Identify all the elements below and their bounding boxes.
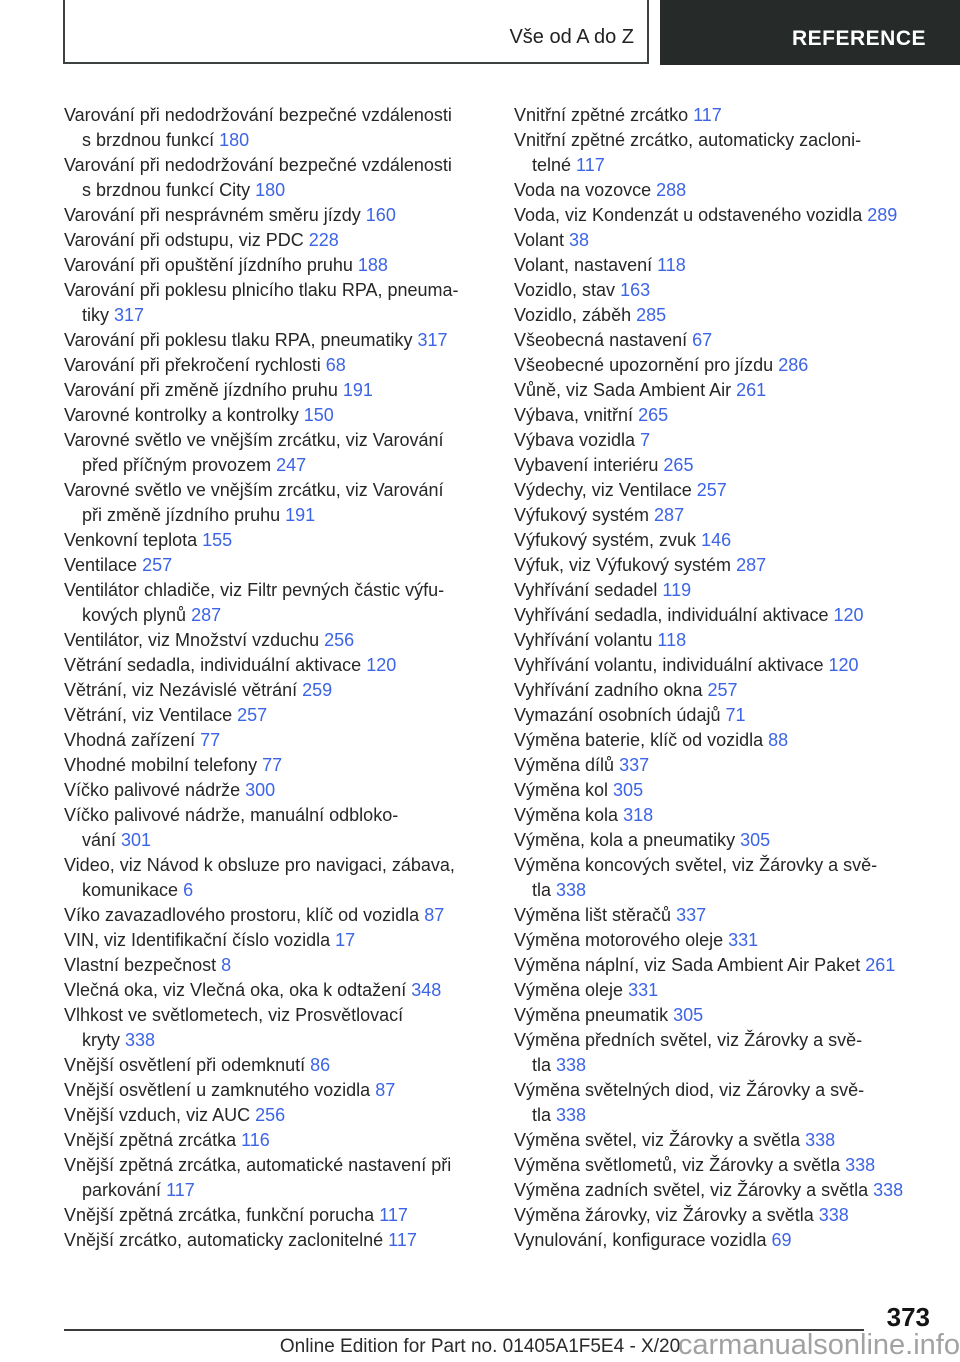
page-ref-link[interactable]: 38 xyxy=(569,230,590,250)
index-entry xyxy=(514,128,938,178)
index-entry-line: Výměna motorového oleje 331 xyxy=(514,930,759,950)
page-ref-link[interactable]: 305 xyxy=(740,830,771,850)
index-entry xyxy=(514,703,938,728)
index-entry-line: Výdechy, viz Ventilace 257 xyxy=(514,480,727,500)
index-entry-line: Výměna pneumatik 305 xyxy=(514,1005,704,1025)
page-ref-link[interactable]: 117 xyxy=(166,1180,195,1200)
index-entry xyxy=(514,1003,938,1028)
index-entry-line: kryty 338 xyxy=(82,1030,156,1050)
index-entry xyxy=(514,828,938,853)
index-entry-line: Větrání, viz Ventilace 257 xyxy=(64,705,268,725)
page-ref-link[interactable]: 117 xyxy=(388,1230,417,1250)
index-entry-line: Výměna kola 318 xyxy=(514,805,654,825)
index-entry xyxy=(64,353,488,378)
page-ref-link[interactable]: 67 xyxy=(692,330,713,350)
page-ref-link[interactable]: 77 xyxy=(262,755,283,775)
index-entry xyxy=(514,528,938,553)
page-ref-link[interactable]: 87 xyxy=(424,905,445,925)
page-ref-link[interactable]: 118 xyxy=(657,630,687,650)
page-ref-link[interactable]: 117 xyxy=(379,1205,408,1225)
index-entry xyxy=(514,1028,938,1078)
index-entry-line: Video, viz Návod k obsluze pro navigaci, zábava, xyxy=(64,855,455,875)
index-entry xyxy=(514,603,938,628)
page-ref-link[interactable]: 338 xyxy=(818,1205,849,1225)
page-ref-link[interactable]: 259 xyxy=(302,680,333,700)
index-entry xyxy=(64,1003,488,1053)
index-entry xyxy=(64,478,488,528)
page-ref-link[interactable]: 117 xyxy=(576,155,605,175)
index-entry xyxy=(64,553,488,578)
index-entry xyxy=(64,403,488,428)
index-entry-line: tla 338 xyxy=(532,1055,587,1075)
page-ref-link[interactable]: 155 xyxy=(202,530,233,550)
page-ref-link[interactable]: 301 xyxy=(121,830,152,850)
index-entry-line: Vnější zpětná zrcátka, automatické nastavení při xyxy=(64,1155,452,1175)
index-entry xyxy=(64,928,488,953)
index-entry-line: Varovné světlo ve vnějším zrcátku, viz Varování xyxy=(64,430,444,450)
index-entry-line: Výměna předních světel, viz Žárovky a svě- xyxy=(514,1030,863,1050)
index-entry-line: Varovné světlo ve vnějším zrcátku, viz Varování xyxy=(64,480,444,500)
index-entry-line: Větrání sedadla, individuální aktivace 120 xyxy=(64,655,397,675)
page-ref-link[interactable]: 257 xyxy=(237,705,268,725)
index-column-right xyxy=(514,103,938,1253)
index-entry-line: Venkovní teplota 155 xyxy=(64,530,233,550)
index-entry xyxy=(64,703,488,728)
index-entry xyxy=(514,628,938,653)
index-entry-line: s brzdnou funkcí City 180 xyxy=(82,180,286,200)
index-entry-line: vání 301 xyxy=(82,830,152,850)
page-ref-link[interactable]: 348 xyxy=(411,980,442,1000)
index-entry xyxy=(514,103,938,128)
index-entry xyxy=(64,253,488,278)
page-ref-link[interactable]: 285 xyxy=(636,305,667,325)
watermark: carmanualsonline.info xyxy=(677,1329,960,1361)
index-entry-line: Vlhkost ve světlometech, viz Prosvětlovací xyxy=(64,1005,404,1025)
index-entry xyxy=(64,103,488,153)
page-ref-link[interactable]: 120 xyxy=(828,655,859,675)
page-ref-link[interactable]: 261 xyxy=(736,380,767,400)
index-entry-line: Volant, nastavení 118 xyxy=(514,255,686,275)
index-entry xyxy=(64,953,488,978)
page-ref-link[interactable]: 305 xyxy=(673,1005,704,1025)
index-entry-line: Výbava, vnitřní 265 xyxy=(514,405,669,425)
index-entry xyxy=(64,903,488,928)
page-ref-link[interactable]: 265 xyxy=(638,405,669,425)
index-entry xyxy=(64,228,488,253)
index-entry-line: Vyhřívání volantu 118 xyxy=(514,630,687,650)
index-entry-line: Výměna kol 305 xyxy=(514,780,644,800)
index-entry-line: Výměna koncových světel, viz Žárovky a svě- xyxy=(514,855,878,875)
index-entry-line: Varování při změně jízdního pruhu 191 xyxy=(64,380,373,400)
index-entry xyxy=(64,1103,488,1128)
page-ref-link[interactable]: 163 xyxy=(620,280,651,300)
page-ref-link[interactable]: 338 xyxy=(845,1155,876,1175)
header-section-box xyxy=(660,0,960,65)
index-entry-line: Varování při poklesu plnicího tlaku RPA, pneuma- xyxy=(64,280,459,300)
index-entry-line: Volant 38 xyxy=(514,230,590,250)
index-entry-line: před příčným provozem 247 xyxy=(82,455,307,475)
index-entry xyxy=(64,678,488,703)
page-ref-link[interactable]: 191 xyxy=(342,380,373,400)
index-entry xyxy=(514,653,938,678)
page-ref-link[interactable]: 69 xyxy=(771,1230,792,1250)
index-entry-line: Všeobecné upozornění pro jízdu 286 xyxy=(514,355,809,375)
index-entry xyxy=(514,1178,938,1203)
index-entry xyxy=(64,578,488,628)
index-entry xyxy=(514,303,938,328)
page-ref-link[interactable]: 338 xyxy=(125,1030,156,1050)
index-entry-line: Všeobecná nastavení 67 xyxy=(514,330,713,350)
index-entry-line: Výměna žárovky, viz Žárovky a světla 338 xyxy=(514,1205,849,1225)
page-ref-link[interactable]: 331 xyxy=(628,980,659,1000)
section-title: REFERENCE xyxy=(791,27,926,50)
index-entry-line: Výměna světel, viz Žárovky a světla 338 xyxy=(514,1130,836,1150)
index-entry-line: Vyhřívání volantu, individuální aktivace 120 xyxy=(514,655,859,675)
page-ref-link[interactable]: 17 xyxy=(335,930,356,950)
page-ref-link[interactable]: 256 xyxy=(255,1105,286,1125)
page-ref-link[interactable]: 338 xyxy=(556,1055,587,1075)
page-ref-link[interactable]: 180 xyxy=(219,130,250,150)
index-entry xyxy=(514,903,938,928)
index-entry xyxy=(514,753,938,778)
index-entry-line: při změně jízdního pruhu 191 xyxy=(82,505,316,525)
index-entry-line: Varování při nesprávném směru jízdy 160 xyxy=(64,205,396,225)
page-ref-link[interactable]: 287 xyxy=(191,605,222,625)
page-ref-link[interactable]: 146 xyxy=(701,530,732,550)
index-entry-line: Vyhřívání zadního okna 257 xyxy=(514,680,738,700)
page-ref-link[interactable]: 287 xyxy=(654,505,685,525)
index-entry-line: Výfukový systém, zvuk 146 xyxy=(514,530,732,550)
index-entry-line: Ventilátor, viz Množství vzduchu 256 xyxy=(64,630,355,650)
breadcrumb: Vše od A do Z xyxy=(509,26,634,48)
index-entry xyxy=(514,378,938,403)
index-entry-line: Vhodné mobilní telefony 77 xyxy=(64,755,283,775)
index-entry-line: Vybavení interiéru 265 xyxy=(514,455,694,475)
index-entry xyxy=(514,428,938,453)
page-ref-link[interactable]: 338 xyxy=(556,880,587,900)
page-ref-link[interactable]: 338 xyxy=(873,1180,904,1200)
index-entry-line: Varování při opuštění jízdního pruhu 188 xyxy=(64,255,388,275)
page-ref-link[interactable]: 7 xyxy=(640,430,651,450)
index-entry xyxy=(64,1053,488,1078)
page-ref-link[interactable]: 286 xyxy=(778,355,809,375)
index-entry xyxy=(514,403,938,428)
index-entry-line: Víčko palivové nádrže, manuální odbloko- xyxy=(64,805,399,825)
index-column-left xyxy=(64,103,488,1253)
page-ref-link[interactable]: 318 xyxy=(623,805,654,825)
page-ref-link[interactable]: 287 xyxy=(736,555,767,575)
page-ref-link[interactable]: 71 xyxy=(725,705,746,725)
index-entry xyxy=(514,928,938,953)
header-breadcrumb-box xyxy=(63,0,649,64)
index-entry-line: Víčko palivové nádrže 300 xyxy=(64,780,276,800)
index-entry-line: Výměna oleje 331 xyxy=(514,980,659,1000)
page-ref-link[interactable]: 338 xyxy=(556,1105,587,1125)
index-entry-line: Varování při překročení rychlosti 68 xyxy=(64,355,346,375)
page-ref-link[interactable]: 120 xyxy=(366,655,397,675)
index-entry-line: tla 338 xyxy=(532,1105,587,1125)
page-ref-link[interactable]: 289 xyxy=(867,205,898,225)
index-entry-line: parkování 117 xyxy=(82,1180,195,1200)
index-entry-line: Výměna světelných diod, viz Žárovky a svě- xyxy=(514,1080,865,1100)
index-entry xyxy=(514,803,938,828)
index-entry-line: Voda na vozovce 288 xyxy=(514,180,687,200)
page-ref-link[interactable]: 305 xyxy=(613,780,644,800)
index-entry xyxy=(514,953,938,978)
index-entry xyxy=(64,278,488,328)
index-entry xyxy=(514,478,938,503)
index-entry-line: komunikace 6 xyxy=(82,880,194,900)
page-ref-link[interactable]: 119 xyxy=(662,580,692,600)
page-ref-link[interactable]: 257 xyxy=(142,555,173,575)
index-entry xyxy=(514,853,938,903)
page-ref-link[interactable]: 117 xyxy=(693,105,722,125)
index-entry-line: s brzdnou funkcí 180 xyxy=(82,130,250,150)
index-entry-line: Ventilátor chladiče, viz Filtr pevných částic výfu- xyxy=(64,580,445,600)
index-entry xyxy=(514,203,938,228)
index-entry-line: Výměna náplní, viz Sada Ambient Air Paket 261 xyxy=(514,955,896,975)
page-ref-link[interactable]: 337 xyxy=(676,905,707,925)
page-ref-link[interactable]: 288 xyxy=(656,180,687,200)
index-entry-line: Vnitřní zpětné zrcátko, automaticky zacloni- xyxy=(514,130,862,150)
index-entry xyxy=(514,978,938,1003)
index-entry-line: Výměna zadních světel, viz Žárovky a světla 338 xyxy=(514,1180,904,1200)
page-ref-link[interactable]: 338 xyxy=(805,1130,836,1150)
index-entry xyxy=(64,778,488,803)
index-entry xyxy=(64,653,488,678)
index-entry xyxy=(514,353,938,378)
index-entry xyxy=(514,178,938,203)
index-entry-line: Vymazání osobních údajů 71 xyxy=(514,705,746,725)
index-entry-line: Výfuk, viz Výfukový systém 287 xyxy=(514,555,767,575)
index-entry-line: Vozidlo, stav 163 xyxy=(514,280,651,300)
index-entry xyxy=(64,728,488,753)
index-entry-line: Varovné kontrolky a kontrolky 150 xyxy=(64,405,334,425)
index-entry xyxy=(64,1203,488,1228)
page-ref-link[interactable]: 265 xyxy=(663,455,694,475)
index-entry-line: Vnější zrcátko, automaticky zaclonitelné 117 xyxy=(64,1230,417,1250)
index-entry xyxy=(64,378,488,403)
index-entry xyxy=(514,553,938,578)
page-ref-link[interactable]: 331 xyxy=(728,930,759,950)
page-ref-link[interactable]: 150 xyxy=(303,405,334,425)
index-entry xyxy=(514,253,938,278)
page-ref-link[interactable]: 228 xyxy=(308,230,339,250)
page-ref-link[interactable]: 116 xyxy=(241,1130,270,1150)
index-entry-line: Vnější osvětlení při odemknutí 86 xyxy=(64,1055,331,1075)
index-entry-line: Výměna dílů 337 xyxy=(514,755,650,775)
index-entry xyxy=(64,1078,488,1103)
index-entry-line: Vnější zpětná zrcátka, funkční porucha 117 xyxy=(64,1205,408,1225)
index-entry-line: Varování při odstupu, viz PDC 228 xyxy=(64,230,339,250)
index-entry-line: VIN, viz Identifikační číslo vozidla 17 xyxy=(64,930,356,950)
edition-note: Online Edition for Part no. 01405A1F5E4 - X/20 xyxy=(279,1336,681,1357)
index-entry xyxy=(514,503,938,528)
index-entry xyxy=(64,1128,488,1153)
page-ref-link[interactable]: 8 xyxy=(221,955,232,975)
index-entry xyxy=(64,203,488,228)
index-entry-line: tiky 317 xyxy=(82,305,145,325)
page-ref-link[interactable]: 261 xyxy=(865,955,896,975)
page-ref-link[interactable]: 247 xyxy=(276,455,307,475)
index-entry xyxy=(64,628,488,653)
index-entry-line: Varování při nedodržování bezpečné vzdálenosti xyxy=(64,105,452,125)
index-entry-line: Výbava vozidla 7 xyxy=(514,430,651,450)
index-entry-line: Ventilace 257 xyxy=(64,555,173,575)
page-ref-link[interactable]: 256 xyxy=(324,630,355,650)
page-ref-link[interactable]: 257 xyxy=(707,680,738,700)
index-entry xyxy=(64,1153,488,1203)
page-number: 373 xyxy=(886,1302,930,1332)
index-entry xyxy=(514,1203,938,1228)
page-ref-link[interactable]: 68 xyxy=(325,355,346,375)
index-entry xyxy=(64,978,488,1003)
page-ref-link[interactable]: 337 xyxy=(619,755,650,775)
index-entry-line: Varování při nedodržování bezpečné vzdálenosti xyxy=(64,155,452,175)
page-ref-link[interactable]: 257 xyxy=(696,480,727,500)
page-ref-link[interactable]: 180 xyxy=(255,180,286,200)
index-entry-line: telné 117 xyxy=(532,155,605,175)
index-entry-line: Výměna lišt stěračů 337 xyxy=(514,905,707,925)
index-entry-line: Vůně, viz Sada Ambient Air 261 xyxy=(514,380,767,400)
index-entry xyxy=(514,678,938,703)
index-entry-line: Víko zavazadlového prostoru, klíč od vozidla 87 xyxy=(64,905,445,925)
index-entry-line: Vnější zpětná zrcátka 116 xyxy=(64,1130,270,1150)
index-entry-line: Výfukový systém 287 xyxy=(514,505,685,525)
index-entry xyxy=(514,778,938,803)
index-entry xyxy=(514,728,938,753)
index-entry xyxy=(514,228,938,253)
index-entry xyxy=(64,853,488,903)
index-entry-line: Vnější osvětlení u zamknutého vozidla 87 xyxy=(64,1080,396,1100)
index-entry-line: Vynulování, konfigurace vozidla 69 xyxy=(514,1230,792,1250)
index-entry xyxy=(514,453,938,478)
index-entry-line: kových plynů 287 xyxy=(82,605,222,625)
index-entry-line: Větrání, viz Nezávislé větrání 259 xyxy=(64,680,333,700)
index-entry-line: Vlastní bezpečnost 8 xyxy=(64,955,232,975)
index-entry-line: Voda, viz Kondenzát u odstaveného vozidla 289 xyxy=(514,205,898,225)
index-entry xyxy=(514,578,938,603)
page-ref-link[interactable]: 317 xyxy=(114,305,145,325)
page-ref-link[interactable]: 87 xyxy=(375,1080,396,1100)
page-ref-link[interactable]: 6 xyxy=(183,880,194,900)
index-entry-line: Výměna světlometů, viz Žárovky a světla 338 xyxy=(514,1155,876,1175)
index-entry-line: Vhodná zařízení 77 xyxy=(64,730,221,750)
index-entry xyxy=(514,1078,938,1128)
index-entry xyxy=(514,278,938,303)
page-ref-link[interactable]: 86 xyxy=(310,1055,331,1075)
index-entry-line: Vyhřívání sedadel 119 xyxy=(514,580,692,600)
index-entry xyxy=(64,328,488,353)
page-ref-link[interactable]: 118 xyxy=(657,255,686,275)
index-entry xyxy=(64,803,488,853)
page-ref-link[interactable]: 77 xyxy=(200,730,221,750)
index-entry xyxy=(514,1153,938,1178)
index-entry-line: Výměna, kola a pneumatiky 305 xyxy=(514,830,771,850)
index-entry xyxy=(64,528,488,553)
page-ref-link[interactable]: 317 xyxy=(417,330,448,350)
index-entry-line: Vnější vzduch, viz AUC 256 xyxy=(64,1105,286,1125)
page-ref-link[interactable]: 88 xyxy=(768,730,789,750)
index-entry-line: Vozidlo, záběh 285 xyxy=(514,305,667,325)
index-entry xyxy=(64,153,488,203)
index-entry xyxy=(64,1228,488,1253)
index-entry-line: Vnitřní zpětné zrcátko 117 xyxy=(514,105,722,125)
page-ref-link[interactable]: 300 xyxy=(245,780,276,800)
index-entry-line: Výměna baterie, klíč od vozidla 88 xyxy=(514,730,789,750)
index-entry-line: Vlečná oka, viz Vlečná oka, oka k odtažení 348 xyxy=(64,980,442,1000)
index-entry xyxy=(64,428,488,478)
index-entry xyxy=(514,1228,938,1253)
index-entry-line: Varování při poklesu tlaku RPA, pneumatiky 317 xyxy=(64,330,448,350)
page-ref-link[interactable]: 120 xyxy=(833,605,864,625)
page-ref-link[interactable]: 191 xyxy=(285,505,316,525)
index-entry-line: Vyhřívání sedadla, individuální aktivace 120 xyxy=(514,605,864,625)
index-entry xyxy=(514,328,938,353)
index-entry xyxy=(64,753,488,778)
index-entry-line: tla 338 xyxy=(532,880,587,900)
page-ref-link[interactable]: 160 xyxy=(365,205,396,225)
index-entry xyxy=(514,1128,938,1153)
page-ref-link[interactable]: 188 xyxy=(357,255,388,275)
